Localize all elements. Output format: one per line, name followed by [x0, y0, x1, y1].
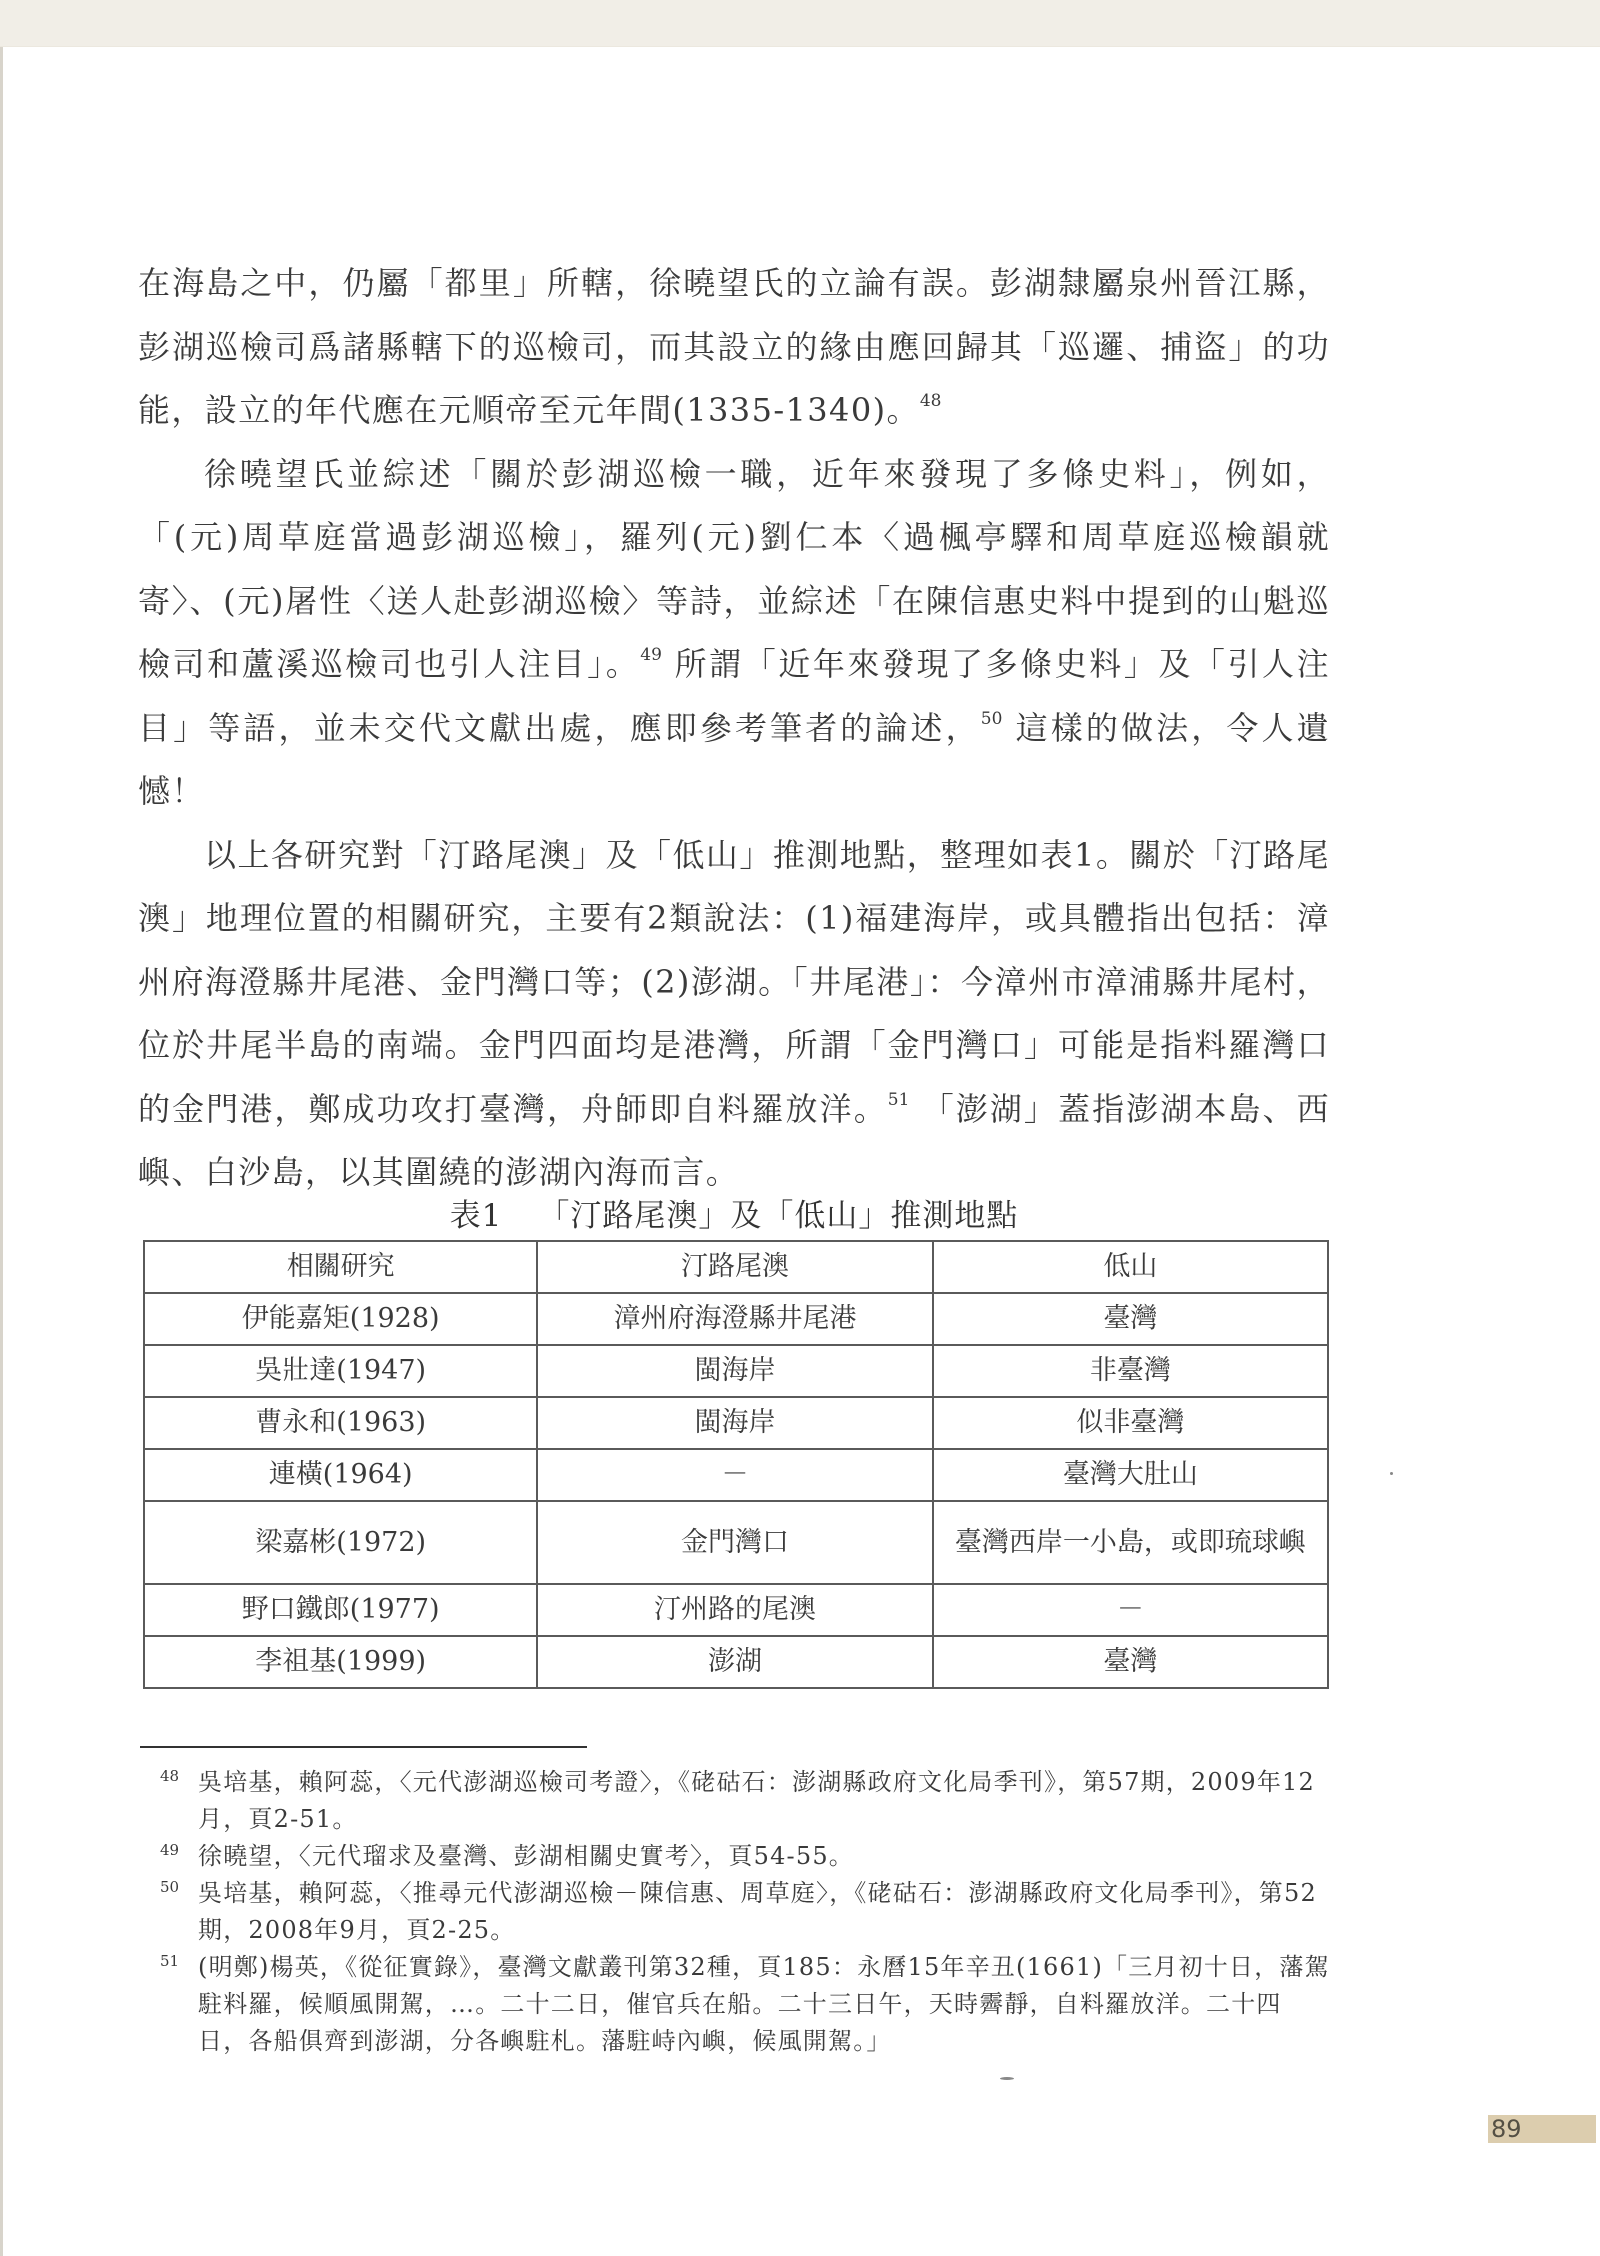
- scan-top-band: [0, 0, 1600, 47]
- table-row: [144, 1397, 1328, 1449]
- page-number: 89: [1488, 2115, 1596, 2143]
- page-edge: [0, 0, 3, 2256]
- scan-speck: [1390, 1472, 1393, 1475]
- footnote-separator: [140, 1746, 587, 1748]
- table-caption: [138, 1190, 1330, 1235]
- footnote: [140, 1838, 1330, 1875]
- paragraph-text: 所謂「近年來發現了多條史料」及「引人注目」等語，並未交代文獻出處，應即參考筆者的論述，: [138, 645, 1330, 747]
- footnote-ref[interactable]: 50: [980, 708, 1003, 729]
- table-cell: －: [933, 1584, 1328, 1636]
- table-caption-number: 表1: [449, 1198, 503, 1234]
- footnote-number: 51: [160, 1952, 180, 1970]
- column-header: 相關研究: [144, 1241, 537, 1293]
- table-row: [144, 1584, 1328, 1636]
- footnote-text: 吳培基，賴阿蕊，〈推尋元代澎湖巡檢－陳信惠、周草庭〉，《硓𥑮石：澎湖縣政府文化局季刊》，第52期，2008年9月，頁2-25。: [198, 1879, 1317, 1944]
- table-row: [144, 1345, 1328, 1397]
- footnote-text: 徐曉望，〈元代瑠求及臺灣、彭湖相關史實考〉，頁54-55。: [198, 1842, 854, 1870]
- paragraph: [138, 252, 1330, 443]
- footnote: [140, 1764, 1330, 1838]
- table-row: [144, 1293, 1328, 1345]
- table-cell: 野口鐵郎(1977): [144, 1584, 537, 1636]
- paragraph-text: 「澎湖」蓋指澎湖本島、西嶼、白沙島，以其圍繞的澎湖內海而言。: [138, 1089, 1330, 1191]
- body-text: [138, 252, 1330, 1205]
- table-row: [144, 1501, 1328, 1584]
- footnote-number: 48: [160, 1767, 180, 1785]
- table-cell: 漳州府海澄縣井尾港: [537, 1293, 932, 1345]
- footnote-number: 49: [160, 1841, 180, 1859]
- table-cell: 連橫(1964): [144, 1449, 537, 1501]
- table-cell: 金門灣口: [537, 1501, 932, 1584]
- table-cell: 吳壯達(1947): [144, 1345, 537, 1397]
- table-row: [144, 1449, 1328, 1501]
- footnote-ref[interactable]: 49: [640, 645, 662, 665]
- table-cell: 澎湖: [537, 1636, 932, 1688]
- paragraph-text: 以上各研究對「汀路尾澳」及「低山」推測地點，整理如表1。關於「汀路尾澳」地理位置的相關研究，主要有2類說法：(1)福建海岸，或具體指出包括：漳州府海澄縣井尾港、金門灣口等；(2)澎湖。「井尾港」：今漳州市漳浦縣井尾村，位於井尾半島的南端。金門四面均是港灣，所謂「金門灣口」可能是指料羅灣口的金門港，鄭成功攻打臺灣，舟師即自料羅放洋。: [138, 835, 1330, 1128]
- table-cell: －: [537, 1449, 932, 1501]
- table-cell: 李祖基(1999): [144, 1636, 537, 1688]
- footnote: [140, 1875, 1330, 1949]
- column-header: 汀路尾澳: [537, 1241, 932, 1293]
- table-cell: 似非臺灣: [933, 1397, 1328, 1449]
- table-cell: 臺灣: [933, 1636, 1328, 1688]
- paragraph: [138, 824, 1330, 1205]
- locations-table: [143, 1240, 1329, 1689]
- footnote-text: 吳培基，賴阿蕊，〈元代澎湖巡檢司考證〉，《硓𥑮石：澎湖縣政府文化局季刊》，第57期，2009年12月，頁2-51。: [198, 1768, 1315, 1833]
- table-cell: 閩海岸: [537, 1397, 932, 1449]
- footnote: [140, 1949, 1330, 2060]
- paragraph-text: 徐曉望氏並綜述「關於彭湖巡檢一職，近年來發現了多條史料」，例如，「(元)周草庭當過彭湖巡檢」，羅列(元)劉仁本〈過楓亭驛和周草庭巡檢韻就寄〉、(元)屠性〈送人赴彭湖巡檢〉等詩，並綜述「在陳信惠史料中提到的山魁巡檢司和蘆溪巡檢司也引人注目」。: [138, 454, 1330, 683]
- table-caption-title: 「汀路尾澳」及「低山」推測地點: [538, 1198, 1019, 1234]
- table-cell: 梁嘉彬(1972): [144, 1501, 537, 1584]
- table-row: [144, 1636, 1328, 1688]
- table-cell: 臺灣西岸一小島，或即琉球嶼: [933, 1501, 1328, 1584]
- footnote-number: 50: [160, 1878, 180, 1896]
- footnote-ref[interactable]: 48: [919, 391, 942, 411]
- paragraph-text: 在海島之中，仍屬「都里」所轄，徐曉望氏的立論有誤。彭湖隸屬泉州晉江縣，彭湖巡檢司爲諸縣轄下的巡檢司，而其設立的緣由應回歸其「巡邏、捕盜」的功能，設立的年代應在元順帝至元年間(1335-1340)。: [138, 264, 1330, 429]
- scan-speck: [1000, 2077, 1014, 2080]
- table-cell: 伊能嘉矩(1928): [144, 1293, 537, 1345]
- footnotes: [140, 1764, 1330, 2060]
- column-header: 低山: [933, 1241, 1328, 1293]
- table-cell: 臺灣大肚山: [933, 1449, 1328, 1501]
- table-header-row: [144, 1241, 1328, 1293]
- table-cell: 非臺灣: [933, 1345, 1328, 1397]
- paragraph-text: 這樣的做法，令人遺憾！: [138, 708, 1330, 810]
- table-cell: 汀州路的尾澳: [537, 1584, 932, 1636]
- paragraph: [138, 443, 1330, 824]
- footnote-text: (明鄭)楊英，《從征實錄》，臺灣文獻叢刊第32種，頁185：永曆15年辛丑(1661)「三月初十日，藩駕駐料羅，候順風開駕，…。二十二日，催官兵在船。二十三日午，天時霽靜，自料羅放洋。二十四日，各船俱齊到澎湖，分各嶼駐札。藩駐峙內嶼，候風開駕。」: [198, 1953, 1330, 2055]
- table-cell: 臺灣: [933, 1293, 1328, 1345]
- footnote-ref[interactable]: 51: [887, 1089, 910, 1110]
- table-cell: 閩海岸: [537, 1345, 932, 1397]
- table-cell: 曹永和(1963): [144, 1397, 537, 1449]
